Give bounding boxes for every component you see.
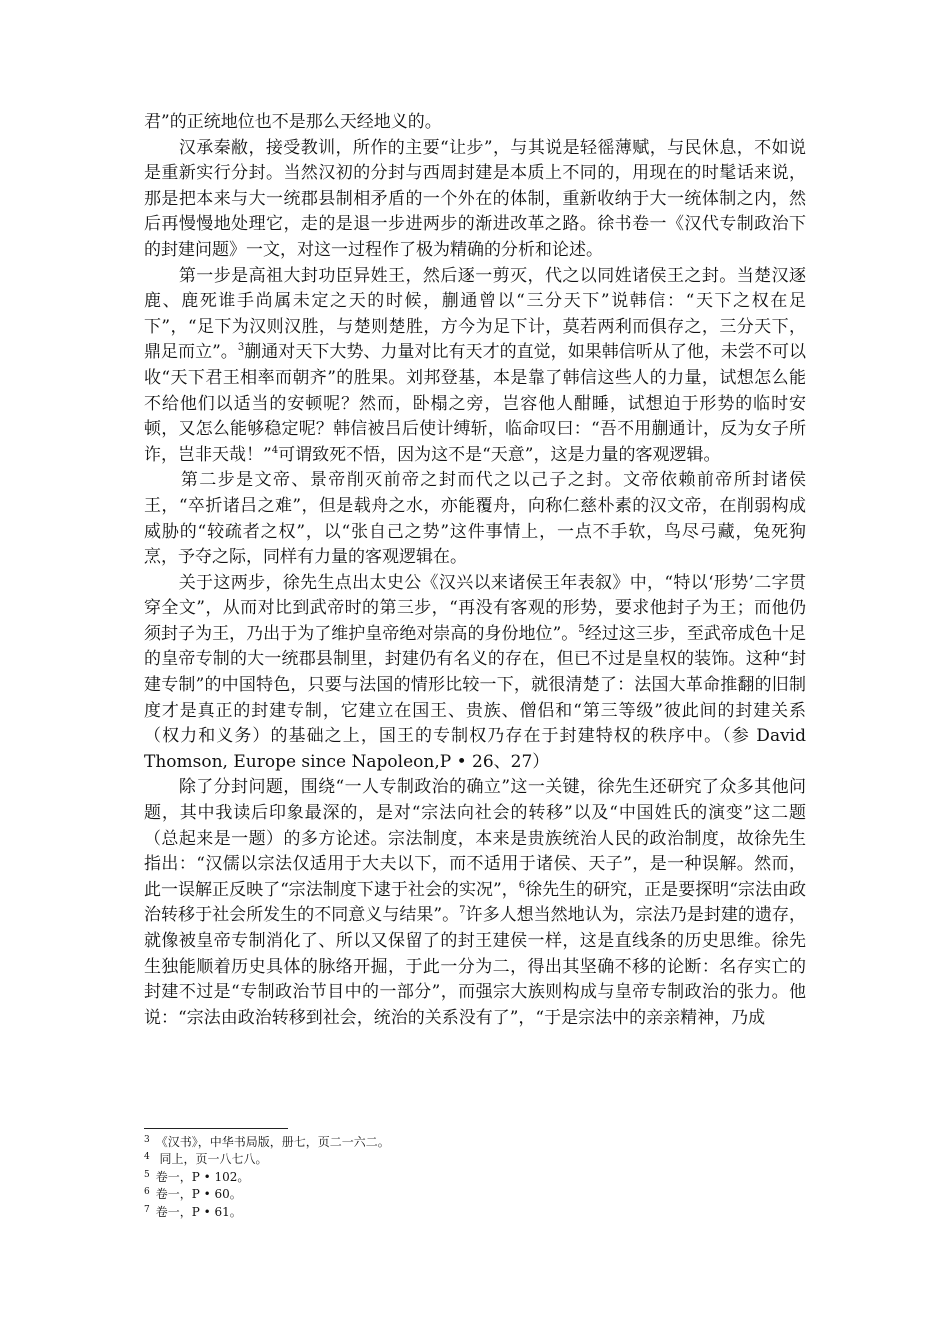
footnote-text: 卷一，P • 61。 (155, 1204, 242, 1219)
footnote-3 (144, 1134, 806, 1151)
footnote-number: 4 (144, 1152, 150, 1163)
paragraph-1 (144, 110, 806, 136)
paragraph-3 (144, 264, 806, 469)
paragraph-text: 关于这两步，徐先生点出太史公《汉兴以来诸侯王年表叙》中，“特以‘形势’二字贯穿全文”，从而对比到武帝时的第三步，“再没有客观的形势，要求他封子为王；而他仍须封子为王，乃出于为了维护皇帝绝对崇高的身份地位”。 (144, 572, 806, 644)
paragraph-text: 第二步是文帝、景帝削灭前帝之封而代之以己子之封。文帝依赖前帝所封诸侯王，“卒折诸吕之难”，但是载舟之水，亦能覆舟，向称仁慈朴素的汉文帝，在削弱构成威胁的“较疏者之权”，以“张自己之势”这件事情上，一点不手软，鸟尽弓藏，兔死狗烹，予夺之际，同样有力量的客观逻辑在。 (144, 470, 806, 568)
footnote-ref-7[interactable]: 7 (459, 905, 466, 917)
footnote-text: 卷一，P • 60。 (155, 1187, 242, 1202)
footnote-number: 6 (144, 1187, 150, 1198)
footnote-ref-5[interactable]: 5 (578, 623, 585, 635)
footnote-number: 7 (144, 1204, 150, 1215)
footnote-5 (144, 1169, 806, 1186)
paragraph-4 (144, 468, 806, 570)
paragraph-text: 蒯通对天下大势、力量对比有天才的直觉，如果韩信听从了他，未尝不可以收“天下君王相率而朝齐”的胜果。刘邦登基，本是靠了韩信这些人的力量，试想怎么能不给他们以适当的安顿呢？然而，卧榻之旁，岂容他人酣睡，试想迫于形势的临时安顿，又怎么能够稳定呢？韩信被吕后使计缚斩，临命叹曰：“吾不用蒯通计，反为女子所诈，岂非天哉！” (144, 342, 806, 465)
footnote-text: 卷一，P • 102。 (155, 1169, 250, 1184)
paragraph-text: 汉承秦敝，接受教训，所作的主要“让步”，与其说是轻徭薄赋，与民休息，不如说是重新实行分封。当然汉初的分封与西周封建是本质上不同的，用现在的时髦话来说，那是把本来与大一统郡县制相矛盾的一个外在的体制，重新收纳于大一统体制之内，然后再慢慢地处理它，走的是退一步进两步的渐进改革之路。徐书卷一《汉代专制政治下的封建问题》一文，对这一过程作了极为精确的分析和论述。 (144, 137, 806, 260)
paragraph-text: 可谓致死不悟，因为这不是“天意”，这是力量的客观逻辑。 (278, 444, 721, 465)
paragraph-text: 徐先生的研究，正是要探明“宗法由政治转移于社会所发生的不同意义与结果”。 (144, 879, 806, 926)
paragraph-text: 除了分封问题，围绕“一人专制政治的确立”这一关键，徐先生还研究了众多其他问题，其中我读后印象最深的，是对“宗法向社会的转移”以及“中国姓氏的演变”这二题（总起来是一题）的多方论述。宗法制度，本来是贵族统治人民的政治制度，故徐先生指出：“汉儒以宗法仅适用于大夫以下，而不适用于诸侯、天子”，是一种误解。然而，此一误解正反映了“宗法制度下逮于社会的实况”， (144, 777, 806, 900)
paragraph-5 (144, 571, 812, 776)
footnote-separator (144, 1128, 288, 1129)
paragraph-text: 君”的正统地位也不是那么天经地义的。 (144, 112, 442, 132)
paragraph-text: 经过这三步，至武帝成色十足的皇帝专制的大一统郡县制里，封建仍有名义的存在，但已不过是皇权的装饰。这种“封建专制”的中国特色，只要与法国的情形比较一下，就很清楚了：法国大革命推翻的旧制度才是真正的封建专制，它建立在国王、贵族、僧侣和“第三等级”彼此间的封建关系（权力和义务）的基础之上，国王的专制权乃存在于封建特权的秩序中。（参 David Thomson, Europe since Napoleon,P • 26、27） (144, 623, 812, 772)
footnote-7 (144, 1204, 806, 1221)
paragraph-text: 第一步是高祖大封功臣异姓王，然后逐一剪灭，代之以同姓诸侯王之封。当楚汉逐鹿、鹿死谁手尚属未定之天的时候，蒯通曾以“三分天下”说韩信：“天下之权在足下”，“足下为汉则汉胜，与楚则楚胜，方今为足下计，莫若两利而俱存之，三分天下，鼎足而立”。 (144, 265, 806, 363)
paragraph-2 (144, 136, 806, 264)
paragraph-6 (144, 775, 806, 1031)
footnote-number: 5 (144, 1169, 150, 1180)
footnotes (144, 1134, 806, 1221)
footnote-text: 同上，页一八七八。 (155, 1152, 268, 1167)
footnote-number: 3 (144, 1135, 150, 1145)
footnote-4 (144, 1151, 806, 1168)
footnote-ref-3[interactable]: 3 (237, 342, 245, 354)
footnote-6 (144, 1186, 806, 1203)
footnote-ref-4[interactable]: 4 (271, 444, 279, 456)
footnote-text: 《汉书》，中华书局版，册七，页二一六二。 (155, 1135, 390, 1149)
footnote-ref-6[interactable]: 6 (518, 879, 526, 891)
document-body (144, 110, 812, 1031)
paragraph-text: 许多人想当然地认为，宗法乃是封建的遗存，就像被皇帝专制消化了、所以又保留了的封王建侯一样，这是直线条的历史思维。徐先生独能顺着历史具体的脉络开掘，于此一分为二，得出其坚确不移的论断：名存实亡的封建不过是“专制政治节目中的一部分”，而强宗大族则构成与皇帝专制政治的张力。他说：“宗法由政治转移到社会，统治的关系没有了”，“于是宗法中的亲亲精神，乃成 (144, 905, 806, 1028)
